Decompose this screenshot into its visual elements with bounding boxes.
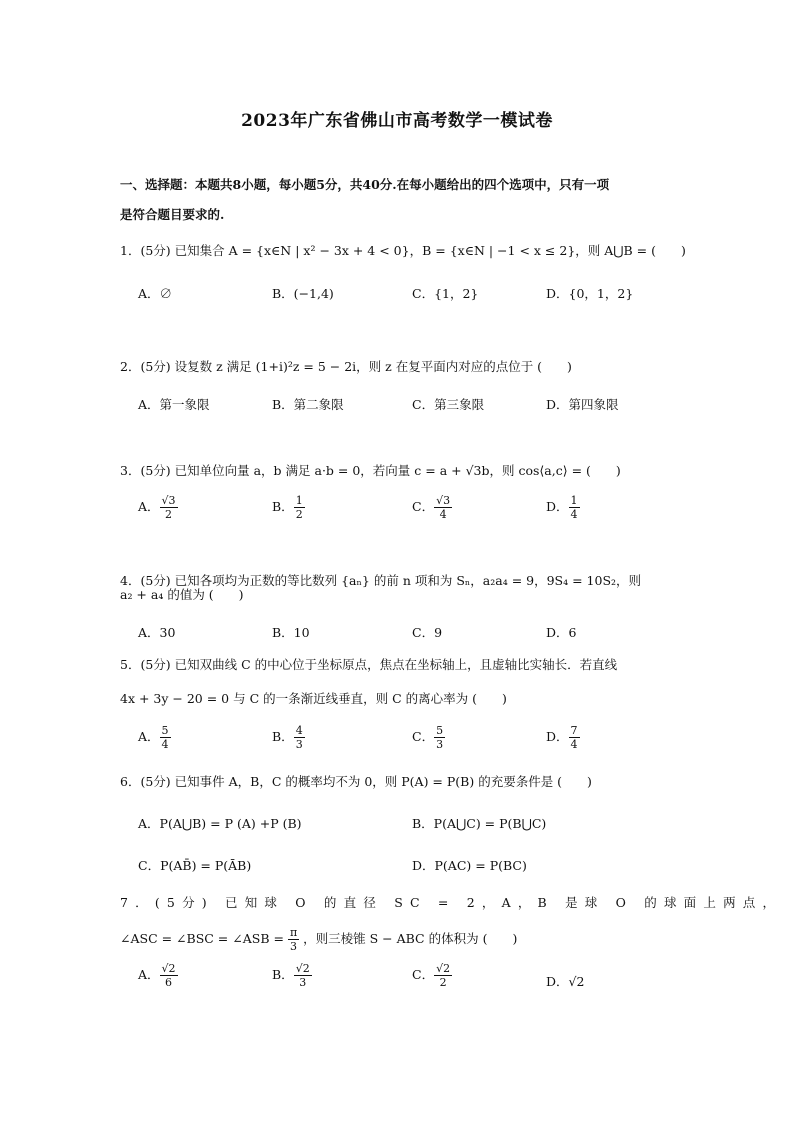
question-4-stem-line1: 4．(5分) 已知各项均为正数的等比数列 {aₙ} 的前 n 项和为 Sₙ，a₂a₄ = 9，9S₄ = 10S₂，则 <box>120 573 642 588</box>
option-d: D．6 <box>546 625 577 640</box>
option-b: B． $\frac{1}{2}$ <box>272 494 303 521</box>
question-6-stem: 6．(5分) 已知事件 A，B，C 的概率均不为 0，则 P(A) = P(B) 的充要条件是 ( ) <box>120 774 592 789</box>
option-c: C． $\frac{5}{3}$ <box>412 724 444 751</box>
exam-page: 2023年广东省佛山市高考数学一模试卷 一、选择题：本题共8小题，每小题5分，共40分.在每小题给出的四个选项中，只有一项 是符合题目要求的. 1．(5分) 已知集合 A = {x∈N | x² − 3x + 4 < 0}，B = {x∈N | −1 < x ≤ 2}，则 A⋃B = ( ) A．∅ B．(−1,4) C．{1，2} D．{0，1，2} 2．(5分) 设复数 z 满足 (1+i)²z = 5 − 2i，则 z 在复平面内对应的点位于 ( ) A．第一象限 B．第二象限 C．第三象限 D．第四象限 3．(5分) 已知单位向量 a，b 满足 a·b = 0，若向量 c = a + √3b，则 cos⟨a,c⟩ = ( ) A． $\frac{√3}{2}$ B． $\frac{1}{2}$ C． $\frac{√3}{4}$ D． $\frac{1}{4}$ 4．(5分) 已知各项均为正数的等比数列 {aₙ} 的前 n 项和为 Sₙ，a₂a₄ = 9，9S₄ = 10S₂，则 a₂ + a₄ 的值为 ( ) A．30 B．10 C．9 D．6 5．(5分) 已知双曲线 C 的中心位于坐标原点，焦点在坐标轴上，且虚轴比实轴长．若直线 4x + 3y − 20 = 0 与 C 的一条渐近线垂直，则 C 的离心率为 ( ) A． $\frac{5}{4}$ B． $\frac{4}{3}$ C． $\frac{5}{3}$ D． $\frac{7}{4}$ 6．(5分) 已知事件 A，B，C 的概率均不为 0，则 P(A) = P(B) 的充要条件是 ( ) A．P(A⋃B) = P (A) +P (B) B．P(A⋃C) = P(B⋃C) C．P(AB̄) = P(ĀB) D．P(AC) = P(BC) 7．(5分) 已知球 O 的直径 SC = 2，A，B 是球 O 的球面上两点， ∠ASC = ∠BSC = ∠ASB = $\frac{\pi}{3}$ ，则三棱锥 S − ABC 的体积为 ( ) A． $\frac{√2}{6}$ B． $\frac{√2}{3}$ C． $\frac{√2}{2}$ D．√2 <box>0 0 794 1123</box>
option-c: C．第三象限 <box>412 397 485 412</box>
option-d: D．√2 <box>546 974 585 989</box>
fraction: $\frac{√2}{3}$ <box>295 962 310 989</box>
question-5-stem-line2: 4x + 3y − 20 = 0 与 C 的一条渐近线垂直，则 C 的离心率为 ( ) <box>120 691 507 706</box>
fraction: $\frac{√2}{6}$ <box>161 962 176 989</box>
option-b: B．P(A⋃C) = P(B⋃C) <box>412 816 547 831</box>
fraction: $\frac{5}{3}$ <box>436 724 444 751</box>
question-2-stem: 2．(5分) 设复数 z 满足 (1+i)²z = 5 − 2i，则 z 在复平面内对应的点位于 ( ) <box>120 359 572 374</box>
option-a: A．第一象限 <box>138 397 210 412</box>
fraction: $\frac{√2}{2}$ <box>436 962 451 989</box>
option-c: C． $\frac{√2}{2}$ <box>412 962 451 989</box>
fraction: $\frac{5}{4}$ <box>161 724 169 751</box>
option-a: A．∅ <box>138 286 173 301</box>
option-b: B．(−1,4) <box>272 286 334 301</box>
question-3-stem: 3．(5分) 已知单位向量 a，b 满足 a·b = 0，若向量 c = a + √3b，则 cos⟨a,c⟩ = ( ) <box>120 463 621 478</box>
section-heading-line1: 一、选择题：本题共8小题，每小题5分，共40分.在每小题给出的四个选项中，只有一项 <box>120 177 610 192</box>
option-d: D． $\frac{7}{4}$ <box>546 724 578 751</box>
question-1-stem: 1．(5分) 已知集合 A = {x∈N | x² − 3x + 4 < 0}，B = {x∈N | −1 < x ≤ 2}，则 A⋃B = ( ) <box>120 243 686 258</box>
option-c: C．P(AB̄) = P(ĀB) <box>138 858 252 873</box>
fraction: $\frac{7}{4}$ <box>570 724 578 751</box>
option-a: A． $\frac{√3}{2}$ <box>138 494 176 521</box>
option-a: A．P(A⋃B) = P (A) +P (B) <box>138 816 302 831</box>
option-a: A． $\frac{5}{4}$ <box>138 724 169 751</box>
option-d: D． $\frac{1}{4}$ <box>546 494 578 521</box>
question-7-stem-line2: ∠ASC = ∠BSC = ∠ASB = $\frac{\pi}{3}$ ，则三棱锥 S − ABC 的体积为 ( ) <box>120 926 518 953</box>
option-b: B． $\frac{√2}{3}$ <box>272 962 310 989</box>
option-a: A． $\frac{√2}{6}$ <box>138 962 176 989</box>
option-c: C．{1，2} <box>412 286 479 301</box>
option-c: C． $\frac{√3}{4}$ <box>412 494 451 521</box>
option-b: B．10 <box>272 625 310 640</box>
option-b: B．第二象限 <box>272 397 344 412</box>
fraction: $\frac{\pi}{3}$ <box>289 926 298 953</box>
option-b: B． $\frac{4}{3}$ <box>272 724 303 751</box>
fraction: $\frac{√3}{4}$ <box>436 494 451 521</box>
option-a: A．30 <box>138 625 176 640</box>
fraction: $\frac{4}{3}$ <box>295 724 303 751</box>
option-d: D．{0，1，2} <box>546 286 634 301</box>
page-title: 2023年广东省佛山市高考数学一模试卷 <box>241 111 553 131</box>
option-d: D．P(AC) = P(BC) <box>412 858 527 873</box>
question-5-stem-line1: 5．(5分) 已知双曲线 C 的中心位于坐标原点，焦点在坐标轴上，且虚轴比实轴长．若直线 <box>120 657 618 672</box>
question-7-stem-line1: 7．(5分) 已知球 O 的直径 SC = 2，A，B 是球 O 的球面上两点， <box>120 895 783 910</box>
fraction: $\frac{√3}{2}$ <box>161 494 176 521</box>
option-d: D．第四象限 <box>546 397 619 412</box>
option-c: C．9 <box>412 625 443 640</box>
fraction: $\frac{1}{4}$ <box>570 494 578 521</box>
section-heading-line2: 是符合题目要求的. <box>120 207 225 222</box>
fraction: $\frac{1}{2}$ <box>295 494 303 521</box>
